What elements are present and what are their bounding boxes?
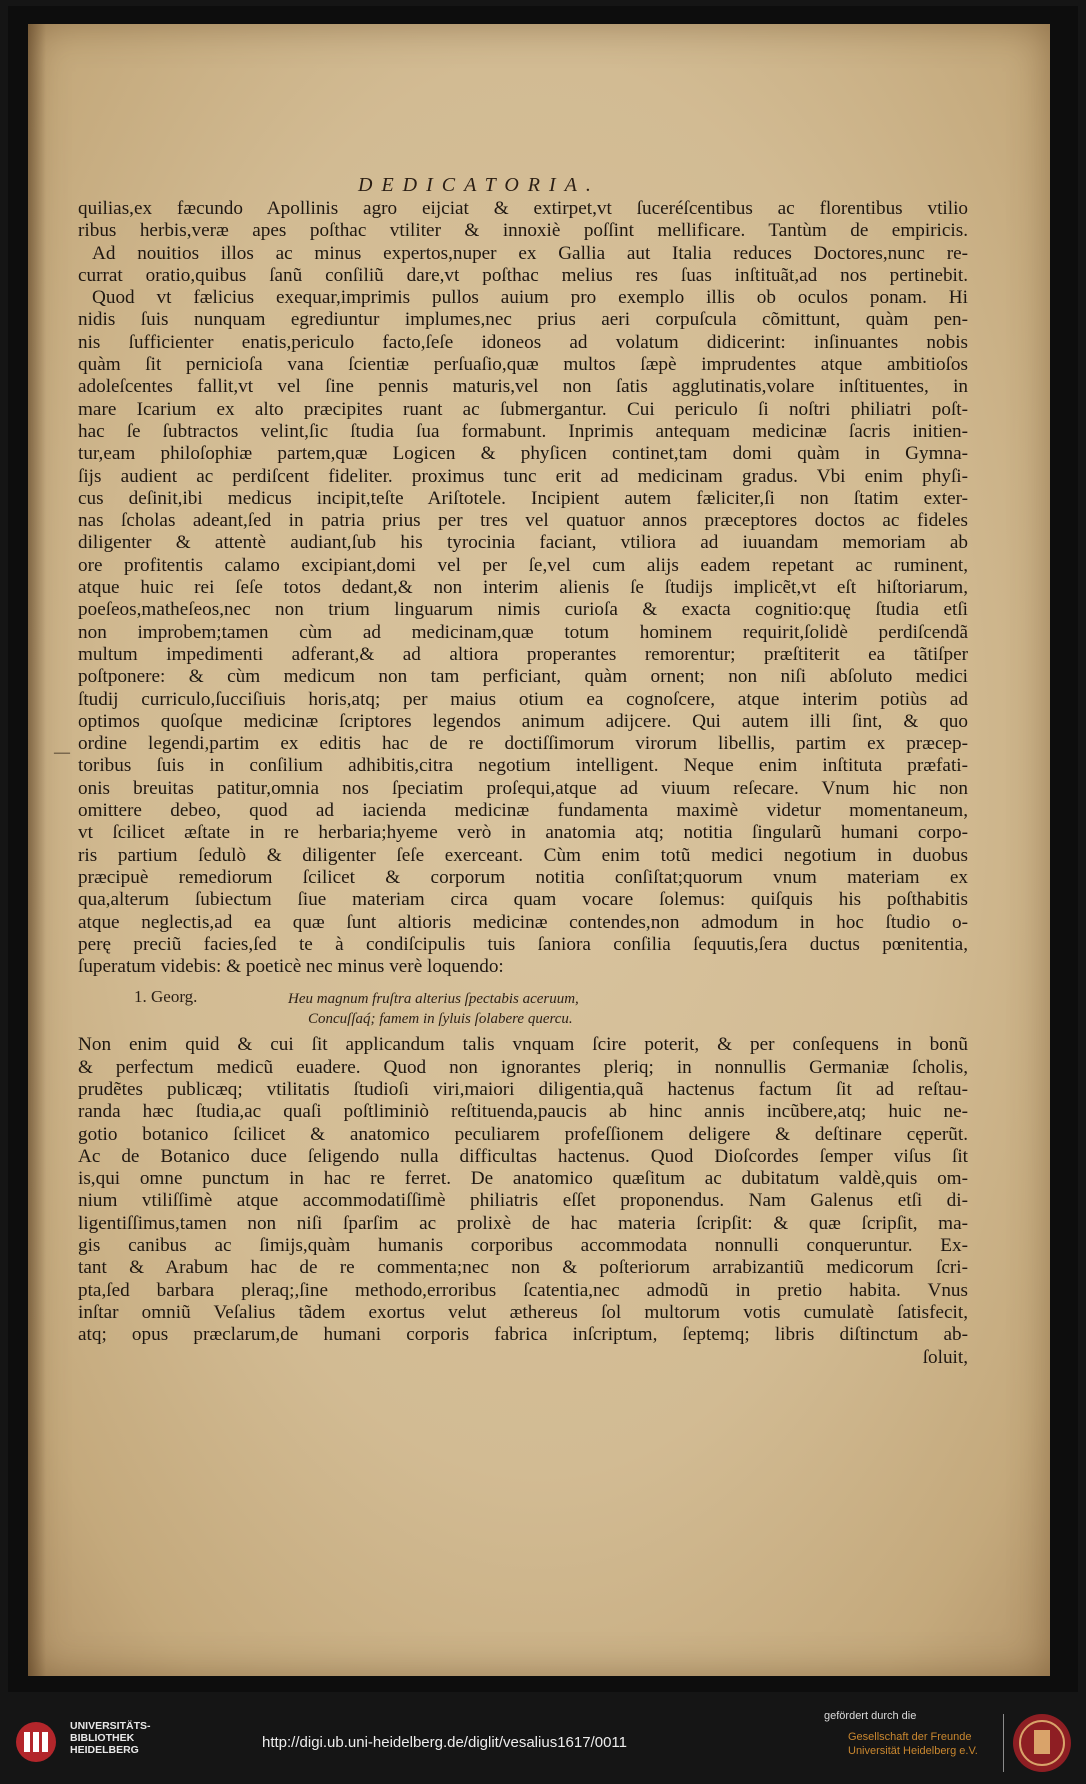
text-line: ris partium ſedulò & diligenter ſeſe exerceant. Cùm enim totũ medici negotium in duobus xyxy=(78,844,968,866)
citation-reference: 1. Georg. xyxy=(134,987,198,1007)
text-line: hac ſe ſubtractos velint,ſic ſtudia ſua formabunt. Inprimis antequam medicinæ ſacris initien- xyxy=(78,420,968,442)
text-line: & perfectum medicũ euadere. Quod non ignorantes pleriq; in nonnullis Germaniæ ſcholis, xyxy=(78,1056,968,1078)
text-line: cus deſinit,ibi medicus incipit,teſte Ariſtotele. Incipient autem fæliciter,ſi non ſtatim exter- xyxy=(78,487,968,509)
text-line: gotio botanico ſcilicet & anatomico peculiarem profeſſionem deligere & deſtinare cęperũt. xyxy=(78,1123,968,1145)
text-line: prudẽtes publicæq; vtilitatis ſtudioſi viri,maiori diligentia,quã hactenus factum ſit ad reſtau- xyxy=(78,1078,968,1100)
text-line: Ad nouitios illos ac minus expertos,nuper ex Gallia aut Italia reduces Doctores,nunc re- xyxy=(92,242,968,264)
text-line: Ac de Botanico duce ſeligendo nulla difficultas hactenus. Quod Dioſcordes ſemper viſus ſit xyxy=(78,1145,968,1167)
text-line: atq; opus præclarum,de humani corporis fabrica inſcriptum, ſeptemq; libris diſtinctum ab- xyxy=(78,1324,968,1346)
quote-line: Concuſſaq́; famem in ſyluis ſolabere quercu. xyxy=(308,1011,573,1028)
university-seal-icon xyxy=(1010,1712,1074,1774)
text-line: toribus ſuis in conſilium adhibitis,citra negotium intelligent. Neque enim inſtituta præfati- xyxy=(78,755,968,777)
quote-line: Heu magnum fruſtra alterius ſpectabis aceruum, xyxy=(288,991,579,1008)
citation-block xyxy=(78,984,968,1032)
text-line: atque neglectis,ad ea quæ ſunt altioris medicinæ contendes,non admodum in hoc ſtudio o- xyxy=(78,911,968,933)
text-line: Non enim quid & cui ſit applicandum talis vnquam ſcire poterit, & per conſequens in bonũ xyxy=(78,1034,968,1056)
text-line: nium vtiliſſimè atque accommodatiſſimè philiatris eſſet proponendus. Nam Galenus etſi di- xyxy=(78,1190,968,1212)
text-line: is,qui omne punctum in hac re ferret. De anatomico quæſitum ac dubitatum valdè,quis om- xyxy=(78,1168,968,1190)
text-block-after-quote xyxy=(78,1034,968,1346)
library-name-line: BIBLIOTHEK xyxy=(70,1732,135,1744)
text-line: nis ſufficienter enatis,periculo facto,ſeſe idoneos ad volatum didicerint: inſinuantes nobis xyxy=(78,331,968,353)
text-line: ribus herbis,veræ apes poſthac vtiliter & innoxiè poſſint mellificare. Tantùm de empiricis. xyxy=(78,220,968,242)
text-line: nas ſcholas adeant,ſed in patria prius per tres vel quatuor annos præceptores doctos ac fideles xyxy=(78,510,968,532)
sponsor-label: gefördert durch die xyxy=(824,1710,917,1722)
library-logo[interactable] xyxy=(14,1714,154,1772)
library-name xyxy=(70,1720,151,1756)
text-line: multum impedimenti adferant,& ad altiora properantes remorentur; præſtiterit ea tãtiſper xyxy=(78,643,968,665)
margin-dash: — xyxy=(54,744,70,761)
text-line: ore profitentis calamo excipiant,domi vel per ſe,vel cum alijs eadem repetant ac ruminent, xyxy=(78,554,968,576)
text-line: qua,alterum ſubiectum ſiue materiam circa quam vocare ſolemus: quiſquis his poſthabitis xyxy=(78,889,968,911)
scan-frame xyxy=(8,6,1078,1692)
text-line: Quod vt fælicius exequar,imprimis pullos auium pro exemplo illis ob oculos ponam. Hi xyxy=(92,287,968,309)
body-text xyxy=(78,198,968,1369)
book-page xyxy=(28,24,1050,1676)
text-line: omittere debeo, quod ad iacienda medicinæ fundamenta maximè videtur momentaneum, xyxy=(78,800,968,822)
text-line: atque huic rei ſeſe totos dedant,& non interim alienis ſe ſtudijs implicẽt,vt eſt hiſtoriarum, xyxy=(78,577,968,599)
text-line: pta,ſed barbara pleraq;,ſine methodo,erroribus ſcatentia,nec admodũ in pretio habita. Vnus xyxy=(78,1279,968,1301)
text-line: ligentiſſimus,tamen non niſi ſparſim ac prolixè de hac materia ſcripſit: & quæ ſcripſit, ma- xyxy=(78,1212,968,1234)
text-line: optimos quoſque medicinæ ſcriptores legendos animum adijcere. Qui autem illi ſint, & quo xyxy=(78,710,968,732)
viewer-footer xyxy=(0,1700,1086,1784)
permalink-url[interactable]: http://digi.ub.uni-heidelberg.de/diglit/vesalius1617/0011 xyxy=(262,1734,627,1751)
text-line: ſtudij curriculo,ſucciſiuis horis,atq; per maius otium ea cognoſcere, atque interim potiùs ad xyxy=(78,688,968,710)
text-line: poſtponere: & cùm medicum non tam perficiant, quàm ornent; non niſi abſoluto medici xyxy=(78,666,968,688)
text-line: non improbem;tamen cùm ad medicinam,quæ totum hominem requirit,ſolidè perdiſcendã xyxy=(78,621,968,643)
text-line: nidis ſuis nunquam egrediuntur implumes,nec prius aeri corpuſcula cõmittunt, quàm pen- xyxy=(78,309,968,331)
text-line: perę preciũ facies,ſed te à condiſcipulis tuis ſaniora conſilia ſequutis,ſera ductus pœnitentia, xyxy=(78,933,968,955)
catchword: ſoluit, xyxy=(922,1346,968,1368)
text-block-before-quote xyxy=(78,198,968,978)
text-line: inſtar omniũ Veſalius tãdem exortus velut æthereus ſol multorum votis cumulatè ſatisfecit, xyxy=(78,1301,968,1323)
text-line: onis breuitas patitur,omnia nos ſpeciatim proſequi,atque ad viuum reſecare. Vnum hic non xyxy=(78,777,968,799)
text-line: tur,eam philoſophiæ partem,quæ Logicen & phyſicen continet,tam domi quàm in Gymna- xyxy=(78,443,968,465)
library-emblem-icon xyxy=(14,1720,58,1764)
library-name-line: UNIVERSITÄTS- xyxy=(70,1720,151,1732)
text-line: gis canibus ac ſimijs,quàm humanis corporibus accommodata nonnulli conqueruntur. Ex- xyxy=(78,1235,968,1257)
text-line: ſijs audient ac perdiſcent fideliter. proximus tunc erit ad medicinam gradus. Vbi enim phyſi- xyxy=(78,465,968,487)
text-line: diligenter & attentè audiant,ſub his tyrocinia faciant, vtiliora ad iuuandam memoriam ab xyxy=(78,532,968,554)
text-line: ſuperatum videbis: & poeticè nec minus verè loquendo: xyxy=(78,956,504,978)
text-line: adoleſcentes fallit,vt vel ſine pennis maturis,vel non ſatis agglutinatis,volare inſtituentes, in xyxy=(78,376,968,398)
sponsor-name[interactable] xyxy=(848,1730,978,1758)
text-line: randa hæc ſtudia,ac quaſi poſtliminiò reſtituenda,paucis ab hinc annis incũbere,atq; huic ne- xyxy=(78,1101,968,1123)
text-line: tant & Arabum hac de re commenta;nec non & poſteriorum arrabizantiũ medicorum ſcri- xyxy=(78,1257,968,1279)
text-line: vt ſcilicet æſtate in re herbaria;hyeme verò in anatomia atq; notitia ſingularũ humani corpo- xyxy=(78,822,968,844)
text-line: quilias,ex fæcundo Apollinis agro eijciat & extirpet,vt ſuceréſcentibus ac florentibus vtilio xyxy=(78,198,968,219)
library-name-line: HEIDELBERG xyxy=(70,1744,139,1756)
page-gutter-shadow xyxy=(28,24,46,1676)
sponsor-name-line: Gesellschaft der Freunde xyxy=(848,1731,972,1743)
text-line: ordine legendi,partim ex editis hac de re doctiſſimorum virorum libellis, partim ex præcep- xyxy=(78,733,968,755)
footer-divider xyxy=(1003,1714,1004,1772)
running-head: DEDICATORIA. xyxy=(358,174,600,196)
text-line: currat oratio,quibus ſanũ conſiliũ dare,vt poſthac melius res ſuas inſtituãt,ad nos pertinebit. xyxy=(78,264,968,286)
sponsor-name-line: Universität Heidelberg e.V. xyxy=(848,1745,978,1757)
text-line: mare Icarium ex alto præcipites ruant ac ſubmergantur. Cui periculo ſi noſtri philiatri poſt- xyxy=(78,398,968,420)
text-line: præcipuè remediorum ſcilicet & corporum notitia conſiſtat;quorum vnum materiam ex xyxy=(78,866,968,888)
text-line: poeſeos,matheſeos,nec non trium linguarum nimis curioſa & exacta cognitio:quę ſtudia etſi xyxy=(78,599,968,621)
text-line: quàm ſit pernicioſa vana ſcientiæ perſuaſio,quæ multos ſæpè imprudentes atque ambitioſos xyxy=(78,354,968,376)
